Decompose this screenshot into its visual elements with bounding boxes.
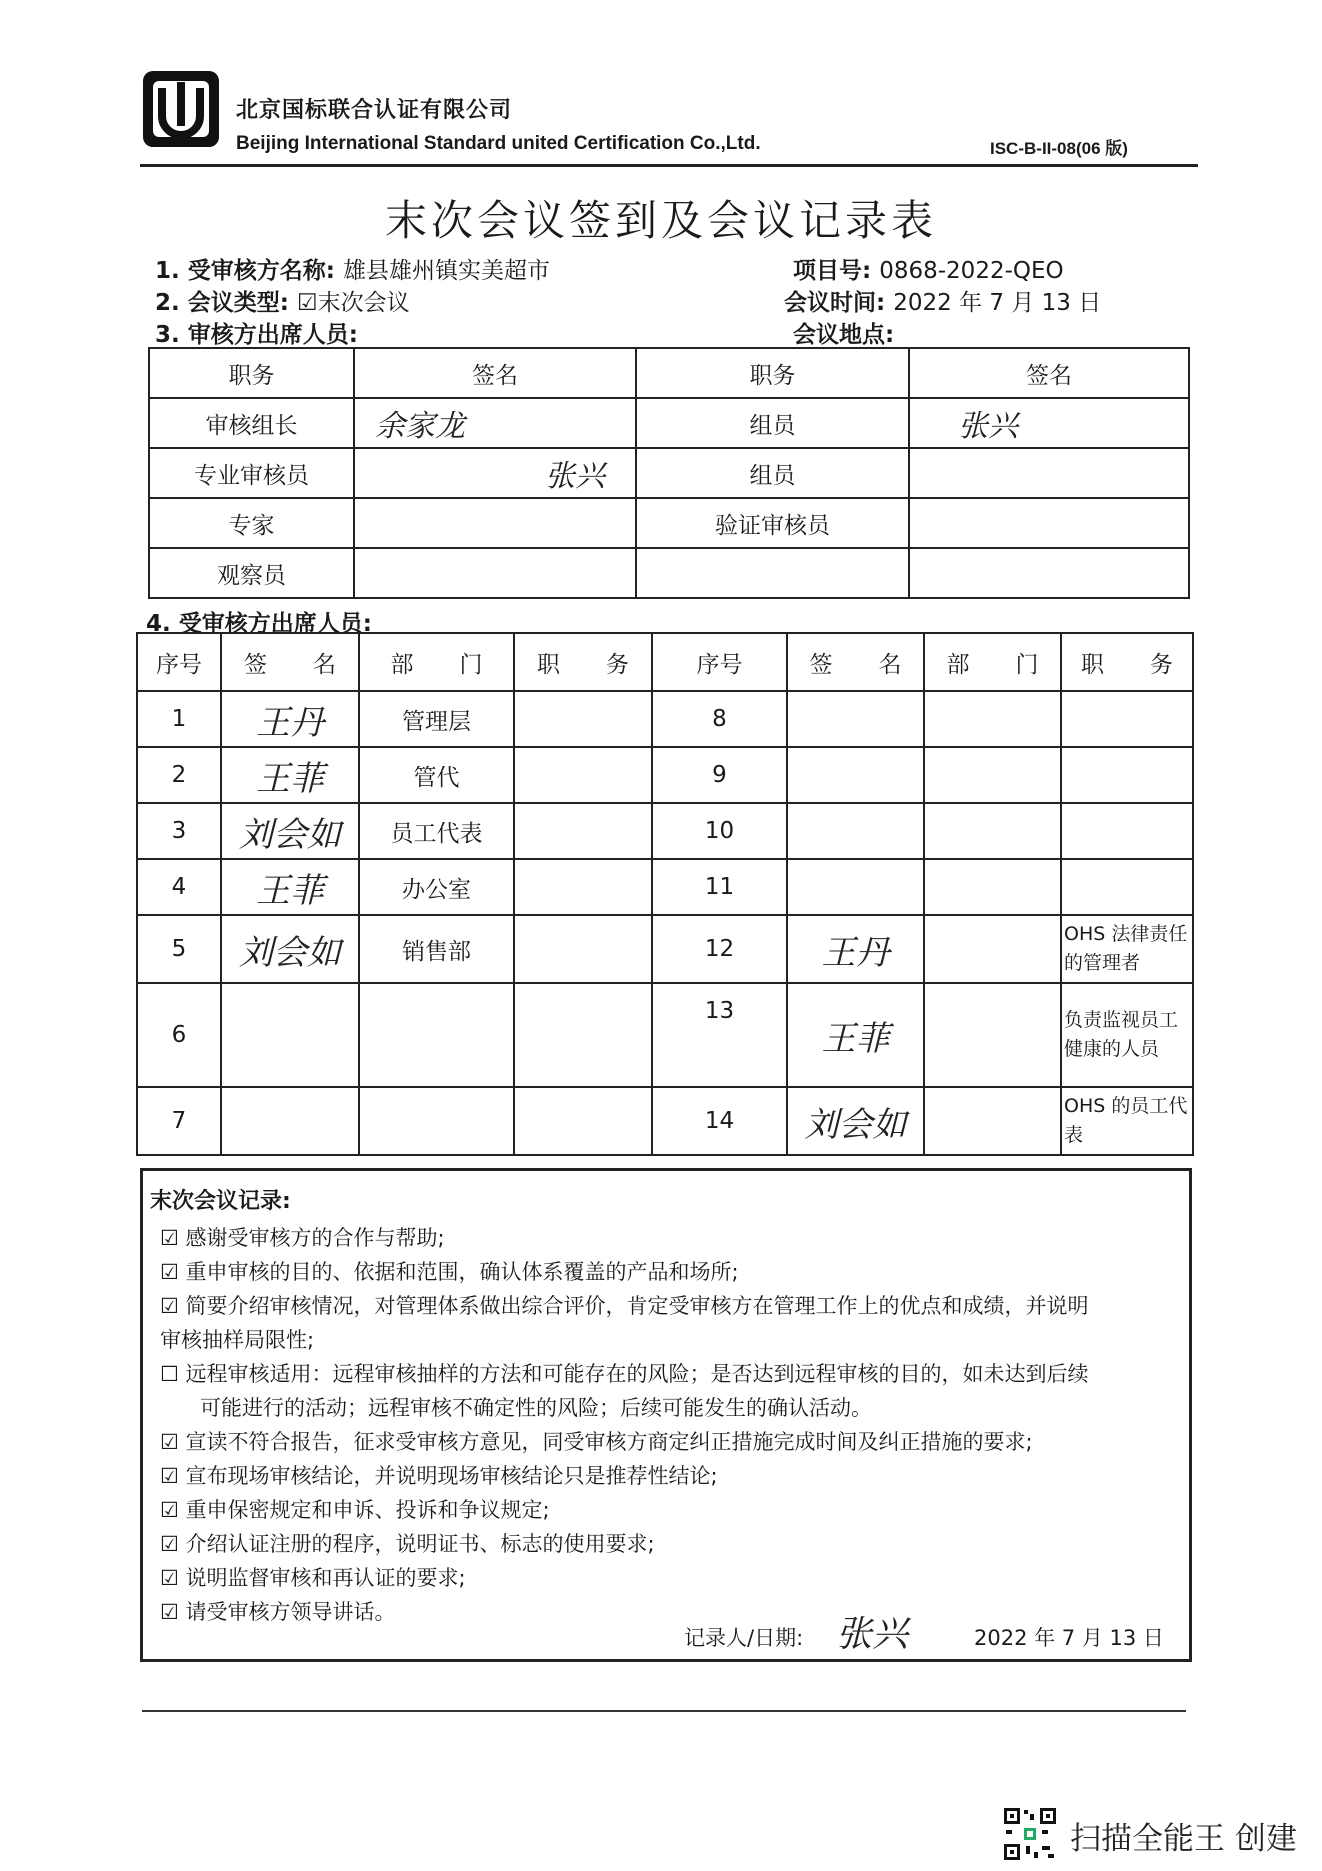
meeting-record-title: 末次会议记录: bbox=[150, 1189, 291, 1214]
signature-cell: 王菲 bbox=[221, 859, 359, 915]
header-cell: 部 门 bbox=[924, 633, 1061, 691]
auditee-name-row bbox=[155, 252, 550, 285]
table-header-row bbox=[137, 633, 1193, 691]
recorder-signature: 张兴 bbox=[836, 1614, 909, 1655]
checkbox-checked-icon: ☑ bbox=[160, 1532, 179, 1556]
table-row bbox=[137, 691, 1193, 747]
signature-cell: 张兴 bbox=[909, 398, 1189, 448]
seq-cell: 13 bbox=[652, 983, 787, 1087]
department-cell bbox=[924, 747, 1061, 803]
department-cell: 管代 bbox=[359, 747, 514, 803]
header-cell: 签名 bbox=[909, 348, 1189, 398]
department-cell bbox=[924, 915, 1061, 983]
audit-team-table bbox=[148, 347, 1190, 599]
record-item bbox=[160, 1256, 739, 1286]
role-cell: 审核组长 bbox=[149, 398, 354, 448]
header-cell: 职务 bbox=[636, 348, 909, 398]
company-logo bbox=[140, 68, 222, 150]
seq-cell: 8 bbox=[652, 691, 787, 747]
table-row bbox=[137, 1087, 1193, 1155]
header-divider bbox=[140, 164, 1198, 167]
signature-cell bbox=[354, 548, 636, 598]
header-cell: 签 名 bbox=[221, 633, 359, 691]
signature-cell bbox=[354, 498, 636, 548]
record-item-text: 宣读不符合报告，征求受审核方意见，同受审核方商定纠正措施完成时间及纠正措施的要求; bbox=[185, 1430, 1033, 1454]
form-code: ISC-B-II-08(06 版) bbox=[990, 139, 1128, 158]
department-cell bbox=[924, 803, 1061, 859]
duty-cell bbox=[514, 859, 652, 915]
record-item-text: 宣布现场审核结论，并说明现场审核结论只是推荐性结论; bbox=[185, 1464, 718, 1488]
seq-cell: 1 bbox=[137, 691, 221, 747]
header-cell: 职 务 bbox=[1061, 633, 1193, 691]
header-cell: 签名 bbox=[354, 348, 636, 398]
record-item-text: 说明监督审核和再认证的要求; bbox=[185, 1566, 466, 1590]
role-cell: 专业审核员 bbox=[149, 448, 354, 498]
record-item-text: 感谢受审核方的合作与帮助; bbox=[185, 1226, 445, 1250]
seq-cell: 7 bbox=[137, 1087, 221, 1155]
duty-cell: 负责监视员工健康的人员 bbox=[1061, 983, 1193, 1087]
record-item-text: 简要介绍审核情况，对管理体系做出综合评价，肯定受审核方在管理工作上的优点和成绩，并说明 bbox=[185, 1294, 1089, 1318]
department-cell: 销售部 bbox=[359, 915, 514, 983]
signature-cell: 王丹 bbox=[221, 691, 359, 747]
signature-cell: 余家龙 bbox=[354, 398, 636, 448]
signature-cell bbox=[787, 803, 924, 859]
table-row bbox=[137, 983, 1193, 1087]
signature-cell: 王菲 bbox=[221, 747, 359, 803]
role-cell bbox=[636, 548, 909, 598]
company-name-en: Beijing International Standard united Certification Co.,Ltd. bbox=[236, 133, 761, 154]
record-item-continuation bbox=[200, 1392, 872, 1422]
meeting-type-value: ☑末次会议 bbox=[296, 290, 410, 316]
record-item-text: 请受审核方领导讲话。 bbox=[185, 1600, 396, 1624]
meeting-place-label: 会议地点: bbox=[793, 322, 895, 348]
signature-cell: 张兴 bbox=[354, 448, 636, 498]
department-cell bbox=[359, 1087, 514, 1155]
department-cell bbox=[924, 691, 1061, 747]
checkbox-checked-icon: ☑ bbox=[160, 1294, 179, 1318]
meeting-time-label: 会议时间: bbox=[784, 290, 886, 316]
record-item-text: 介绍认证注册的程序，说明证书、标志的使用要求; bbox=[185, 1532, 655, 1556]
header-cell: 职务 bbox=[149, 348, 354, 398]
table-row bbox=[137, 859, 1193, 915]
signature-cell bbox=[787, 747, 924, 803]
duty-cell bbox=[514, 691, 652, 747]
header-cell: 职 务 bbox=[514, 633, 652, 691]
record-date: 2022 年 7 月 13 日 bbox=[974, 1626, 1164, 1650]
role-cell: 组员 bbox=[636, 398, 909, 448]
seq-cell: 4 bbox=[137, 859, 221, 915]
company-name-cn: 北京国标联合认证有限公司 bbox=[236, 98, 513, 123]
signature-cell bbox=[787, 859, 924, 915]
duty-cell: OHS 法律责任的管理者 bbox=[1061, 915, 1193, 983]
role-cell: 专家 bbox=[149, 498, 354, 548]
record-item bbox=[160, 1290, 1089, 1320]
footer-divider bbox=[142, 1710, 1186, 1712]
checkbox-checked-icon: ☑ bbox=[160, 1260, 179, 1284]
department-cell bbox=[924, 859, 1061, 915]
duty-cell: OHS 的员工代表 bbox=[1061, 1087, 1193, 1155]
duty-cell bbox=[514, 803, 652, 859]
header-cell: 序号 bbox=[652, 633, 787, 691]
table-row bbox=[149, 448, 1189, 498]
role-cell: 观察员 bbox=[149, 548, 354, 598]
header-cell: 序号 bbox=[137, 633, 221, 691]
record-item bbox=[160, 1528, 655, 1558]
checkbox-checked-icon: ☑ bbox=[160, 1566, 179, 1590]
checkbox-checked-icon: ☑ bbox=[160, 1498, 179, 1522]
auditee-name-label: 1. 受审核方名称: bbox=[155, 258, 335, 284]
seq-cell: 14 bbox=[652, 1087, 787, 1155]
record-item bbox=[160, 1596, 396, 1626]
signature-cell: 刘会如 bbox=[787, 1087, 924, 1155]
duty-cell bbox=[1061, 859, 1193, 915]
duty-cell bbox=[514, 915, 652, 983]
table-row bbox=[149, 398, 1189, 448]
duty-cell bbox=[514, 747, 652, 803]
record-item bbox=[160, 1562, 466, 1592]
signature-cell bbox=[787, 691, 924, 747]
qr-code-icon bbox=[1002, 1806, 1058, 1862]
role-cell: 组员 bbox=[636, 448, 909, 498]
department-cell: 办公室 bbox=[359, 859, 514, 915]
duty-cell bbox=[1061, 803, 1193, 859]
record-item bbox=[160, 1222, 445, 1252]
duty-cell bbox=[514, 983, 652, 1087]
table-row bbox=[137, 747, 1193, 803]
signature-cell: 刘会如 bbox=[221, 915, 359, 983]
meeting-time-value: 2022 年 7 月 13 日 bbox=[893, 290, 1102, 316]
table-row bbox=[137, 803, 1193, 859]
duty-cell bbox=[1061, 747, 1193, 803]
department-cell bbox=[924, 1087, 1061, 1155]
table-header-row bbox=[149, 348, 1189, 398]
signature-cell: 王菲 bbox=[787, 983, 924, 1087]
record-item-text: 远程审核适用：远程审核抽样的方法和可能存在的风险；是否达到远程审核的目的，如未达到后续 bbox=[185, 1362, 1089, 1386]
duty-cell bbox=[1061, 691, 1193, 747]
header-cell: 部 门 bbox=[359, 633, 514, 691]
scanner-watermark: 扫描全能王 创建 bbox=[1070, 1821, 1297, 1857]
page-title: 末次会议签到及会议记录表 bbox=[384, 196, 937, 245]
department-cell: 员工代表 bbox=[359, 803, 514, 859]
department-cell bbox=[924, 983, 1061, 1087]
record-item-text: 重申审核的目的、依据和范围，确认体系覆盖的产品和场所; bbox=[185, 1260, 739, 1284]
record-item-text: 可能进行的活动；远程审核不确定性的风险；后续可能发生的确认活动。 bbox=[200, 1396, 872, 1420]
checkbox-checked-icon: ☑ bbox=[160, 1600, 179, 1624]
meeting-type-label: 2. 会议类型: bbox=[155, 290, 289, 316]
signature-cell: 王丹 bbox=[787, 915, 924, 983]
recorder-label: 记录人/日期: bbox=[684, 1626, 804, 1650]
auditee-name-value: 雄县雄州镇实美超市 bbox=[342, 258, 550, 284]
seq-cell: 9 bbox=[652, 747, 787, 803]
seq-cell: 11 bbox=[652, 859, 787, 915]
record-item-continuation bbox=[160, 1324, 314, 1354]
signature-cell bbox=[909, 548, 1189, 598]
duty-cell bbox=[514, 1087, 652, 1155]
audit-team-label: 3. 审核方出席人员: bbox=[155, 322, 358, 348]
record-item bbox=[160, 1460, 718, 1490]
seq-cell: 2 bbox=[137, 747, 221, 803]
role-cell: 验证审核员 bbox=[636, 498, 909, 548]
record-item-text: 审核抽样局限性; bbox=[160, 1328, 315, 1352]
signature-cell bbox=[909, 498, 1189, 548]
auditee-attendee-table bbox=[136, 632, 1194, 1156]
checkbox-checked-icon: ☑ bbox=[160, 1430, 179, 1454]
seq-cell: 6 bbox=[137, 983, 221, 1087]
meeting-type-row bbox=[155, 284, 410, 317]
seq-cell: 5 bbox=[137, 915, 221, 983]
signature-cell: 刘会如 bbox=[221, 803, 359, 859]
project-number-value: 0868-2022-QEO bbox=[879, 258, 1064, 284]
table-row bbox=[149, 548, 1189, 598]
record-item bbox=[160, 1494, 550, 1524]
table-row bbox=[137, 915, 1193, 983]
auditee-attendees-label: 4. 受审核方出席人员: bbox=[146, 611, 372, 637]
project-number-label: 项目号: bbox=[793, 258, 872, 284]
table-row bbox=[149, 498, 1189, 548]
checkbox-checked-icon: ☑ bbox=[160, 1226, 179, 1250]
department-cell: 管理层 bbox=[359, 691, 514, 747]
checkbox-checked-icon: ☑ bbox=[160, 1464, 179, 1488]
signature-cell bbox=[221, 1087, 359, 1155]
record-item-text: 重申保密规定和申诉、投诉和争议规定; bbox=[185, 1498, 550, 1522]
signature-cell bbox=[221, 983, 359, 1087]
seq-cell: 10 bbox=[652, 803, 787, 859]
meeting-time-row bbox=[784, 284, 1101, 317]
header-cell: 签 名 bbox=[787, 633, 924, 691]
project-number-row bbox=[793, 252, 1064, 285]
checkbox-unchecked-icon: ☐ bbox=[160, 1362, 179, 1386]
signature-cell bbox=[909, 448, 1189, 498]
seq-cell: 12 bbox=[652, 915, 787, 983]
department-cell bbox=[359, 983, 514, 1087]
record-item bbox=[160, 1426, 1033, 1456]
seq-cell: 3 bbox=[137, 803, 221, 859]
record-item bbox=[160, 1358, 1089, 1388]
